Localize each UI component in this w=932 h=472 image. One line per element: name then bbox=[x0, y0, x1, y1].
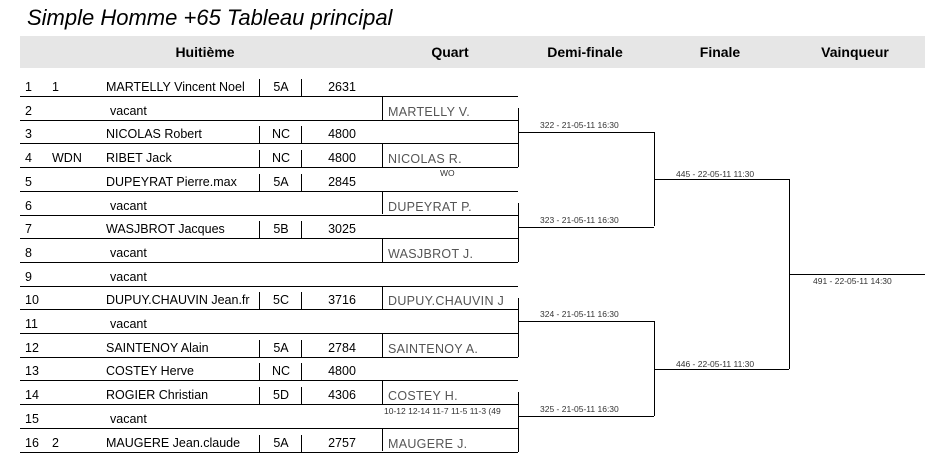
entry-number: 5 bbox=[25, 174, 32, 189]
quarter-line bbox=[382, 143, 518, 144]
bracket-connector bbox=[382, 428, 383, 452]
quarter-winner-name[interactable]: SAINTENOY A. bbox=[388, 341, 479, 356]
semi-match-label: 323 - 21-05-11 16:30 bbox=[540, 214, 619, 225]
entry-underline bbox=[20, 428, 382, 429]
semi-line bbox=[518, 227, 654, 228]
entry-number: 8 bbox=[25, 245, 32, 260]
entry-ranking-class: 5A bbox=[273, 340, 289, 355]
quarter-line bbox=[382, 309, 518, 310]
winner-line bbox=[789, 274, 925, 275]
entry-player-name[interactable]: MAUGERE Jean.claude bbox=[106, 435, 241, 450]
entry-points: 2631 bbox=[328, 80, 356, 94]
entry-player-name[interactable]: DUPUY.CHAUVIN Jean.fr bbox=[106, 293, 250, 308]
semi-match-label: 322 - 21-05-11 16:30 bbox=[540, 119, 619, 130]
entry-seed: 2 bbox=[52, 435, 59, 450]
quarter-line bbox=[382, 286, 518, 287]
entry-number: 6 bbox=[25, 198, 32, 213]
final-line bbox=[654, 179, 789, 180]
entry-player-name[interactable]: NICOLAS Robert bbox=[106, 127, 202, 142]
quarter-winner-name[interactable]: COSTEY H. bbox=[388, 389, 458, 404]
quarter-line bbox=[382, 380, 518, 381]
entry-player-name[interactable]: WASJBROT Jacques bbox=[106, 222, 225, 237]
header-huitieme: Huitième bbox=[175, 44, 235, 60]
final-match-label: 445 - 22-05-11 11:30 bbox=[676, 169, 755, 180]
bracket-connector bbox=[382, 191, 383, 215]
entry-points: 4800 bbox=[328, 364, 356, 379]
quarter-line bbox=[382, 428, 518, 429]
semi-line bbox=[518, 321, 654, 322]
entry-number: 9 bbox=[25, 269, 32, 284]
entry-underline bbox=[20, 215, 382, 216]
bracket-connector bbox=[382, 238, 383, 262]
score-note: 10-12 12-14 11-7 11-5 11-3 (49 bbox=[384, 406, 501, 417]
entry-number: 13 bbox=[25, 364, 39, 379]
cell-separator bbox=[301, 435, 302, 452]
cell-separator bbox=[301, 340, 302, 357]
header-quart: Quart bbox=[431, 44, 469, 60]
quarter-line bbox=[382, 333, 518, 334]
bracket-connector bbox=[382, 96, 383, 120]
bracket-connector bbox=[382, 380, 383, 404]
cell-separator bbox=[259, 387, 260, 404]
winner-match-label: 491 - 22-05-11 14:30 bbox=[813, 275, 892, 286]
entry-underline bbox=[20, 309, 382, 310]
semi-match-label: 324 - 21-05-11 16:30 bbox=[540, 309, 619, 320]
entry-number: 12 bbox=[25, 340, 39, 355]
bracket-connector bbox=[518, 203, 519, 262]
entry-underline bbox=[20, 333, 382, 334]
entry-number: 3 bbox=[25, 127, 32, 142]
entry-ranking-class: 5A bbox=[273, 80, 289, 94]
walkover-note: WO bbox=[440, 168, 455, 179]
cell-separator bbox=[259, 292, 260, 309]
entry-ranking-class: 5A bbox=[273, 435, 289, 450]
quarter-line bbox=[382, 191, 518, 192]
entry-underline bbox=[20, 286, 382, 287]
semi-line bbox=[518, 416, 654, 417]
cell-separator bbox=[259, 363, 260, 380]
entry-player-name[interactable]: vacant bbox=[110, 198, 147, 213]
header-finale: Finale bbox=[699, 44, 741, 60]
quarter-line bbox=[382, 262, 518, 263]
entry-underline bbox=[20, 167, 382, 168]
entry-player-name[interactable]: vacant bbox=[110, 411, 147, 426]
cell-separator bbox=[259, 79, 260, 96]
entry-underline bbox=[20, 452, 382, 453]
bracket-connector bbox=[382, 333, 383, 357]
header-demi-finale: Demi-finale bbox=[547, 44, 623, 60]
entry-underline bbox=[20, 357, 382, 358]
entry-player-name[interactable]: vacant bbox=[110, 317, 147, 331]
entry-player-name[interactable]: DUPEYRAT Pierre.max bbox=[106, 174, 237, 189]
entry-ranking-class: NC bbox=[271, 151, 291, 166]
entry-ranking-class: 5B bbox=[273, 222, 289, 237]
entry-points: 2845 bbox=[328, 174, 356, 189]
cell-separator bbox=[301, 221, 302, 238]
quarter-line bbox=[382, 357, 518, 358]
entry-player-name[interactable]: MARTELLY Vincent Noel bbox=[106, 80, 245, 94]
entry-seed: WDN bbox=[52, 151, 82, 166]
quarter-line bbox=[382, 120, 518, 121]
cell-separator bbox=[301, 174, 302, 191]
page-title: Simple Homme +65 Tableau principal bbox=[27, 5, 393, 30]
entry-points: 4800 bbox=[328, 127, 356, 142]
entry-ranking-class: 5A bbox=[273, 174, 289, 189]
entry-number: 15 bbox=[25, 411, 39, 426]
entry-points: 4306 bbox=[328, 388, 356, 403]
entry-underline bbox=[20, 238, 382, 239]
quarter-line bbox=[382, 452, 518, 453]
entry-ranking-class: 5D bbox=[273, 388, 289, 403]
bracket-connector bbox=[518, 392, 519, 451]
cell-separator bbox=[259, 340, 260, 357]
entry-player-name[interactable]: ROGIER Christian bbox=[106, 388, 209, 403]
entry-ranking-class: NC bbox=[271, 364, 291, 379]
cell-separator bbox=[301, 387, 302, 404]
entry-underline bbox=[20, 380, 382, 381]
entry-player-name[interactable]: RIBET Jack bbox=[106, 151, 172, 166]
entry-number: 16 bbox=[25, 435, 39, 450]
quarter-winner-name[interactable]: WASJBROT J. bbox=[388, 246, 474, 261]
entry-points: 3716 bbox=[328, 293, 356, 308]
cell-separator bbox=[301, 150, 302, 167]
cell-separator bbox=[259, 435, 260, 452]
entry-player-name[interactable]: vacant bbox=[110, 245, 147, 260]
entry-seed: 1 bbox=[52, 80, 59, 94]
entry-points: 4800 bbox=[328, 151, 356, 166]
bracket-connector bbox=[382, 143, 383, 167]
bracket-connector bbox=[382, 286, 383, 310]
quarter-winner-name[interactable]: NICOLAS R. bbox=[388, 152, 462, 167]
entry-points: 2784 bbox=[328, 340, 356, 355]
quarter-winner-name[interactable]: MARTELLY V. bbox=[388, 104, 471, 119]
entry-points: 3025 bbox=[328, 222, 356, 237]
cell-separator bbox=[259, 174, 260, 191]
entry-underline bbox=[20, 120, 382, 121]
entry-player-name[interactable]: vacant bbox=[110, 103, 147, 118]
entry-number: 14 bbox=[25, 388, 39, 403]
entry-player-name[interactable]: SAINTENOY Alain bbox=[106, 340, 209, 355]
bracket-connector bbox=[518, 108, 519, 167]
header-vainqueur: Vainqueur bbox=[821, 44, 889, 60]
semi-line bbox=[518, 132, 654, 133]
quarter-winner-name[interactable]: MAUGERE J. bbox=[388, 436, 468, 451]
quarter-line bbox=[382, 96, 518, 97]
entry-underline bbox=[20, 143, 382, 144]
entry-underline bbox=[20, 262, 382, 263]
entry-number: 1 bbox=[25, 80, 32, 94]
cell-separator bbox=[259, 221, 260, 238]
quarter-line bbox=[382, 404, 518, 405]
final-line bbox=[654, 369, 789, 370]
entry-number: 10 bbox=[25, 293, 39, 308]
entry-underline bbox=[20, 96, 382, 97]
cell-separator bbox=[259, 126, 260, 143]
entry-player-name[interactable]: vacant bbox=[110, 269, 147, 284]
cell-separator bbox=[259, 150, 260, 167]
entry-underline bbox=[20, 191, 382, 192]
entry-underline bbox=[20, 404, 382, 405]
quarter-line bbox=[382, 215, 518, 216]
cell-separator bbox=[301, 363, 302, 380]
entry-ranking-class: NC bbox=[271, 127, 291, 142]
semi-match-label: 325 - 21-05-11 16:30 bbox=[540, 404, 619, 415]
entry-number: 2 bbox=[25, 103, 32, 118]
cell-separator bbox=[301, 126, 302, 143]
bracket-connector bbox=[518, 298, 519, 357]
cell-separator bbox=[301, 79, 302, 96]
cell-separator bbox=[301, 292, 302, 309]
entry-number: 4 bbox=[25, 151, 32, 166]
quarter-winner-name[interactable]: DUPUY.CHAUVIN J bbox=[388, 294, 505, 309]
entry-player-name[interactable]: COSTEY Herve bbox=[106, 364, 194, 379]
entry-ranking-class: 5C bbox=[273, 293, 289, 308]
quarter-winner-name[interactable]: DUPEYRAT P. bbox=[388, 199, 472, 214]
quarter-line bbox=[382, 238, 518, 239]
entry-number: 7 bbox=[25, 222, 32, 237]
entry-number: 11 bbox=[25, 317, 38, 331]
entry-points: 2757 bbox=[328, 435, 356, 450]
final-match-label: 446 - 22-05-11 11:30 bbox=[676, 358, 755, 369]
